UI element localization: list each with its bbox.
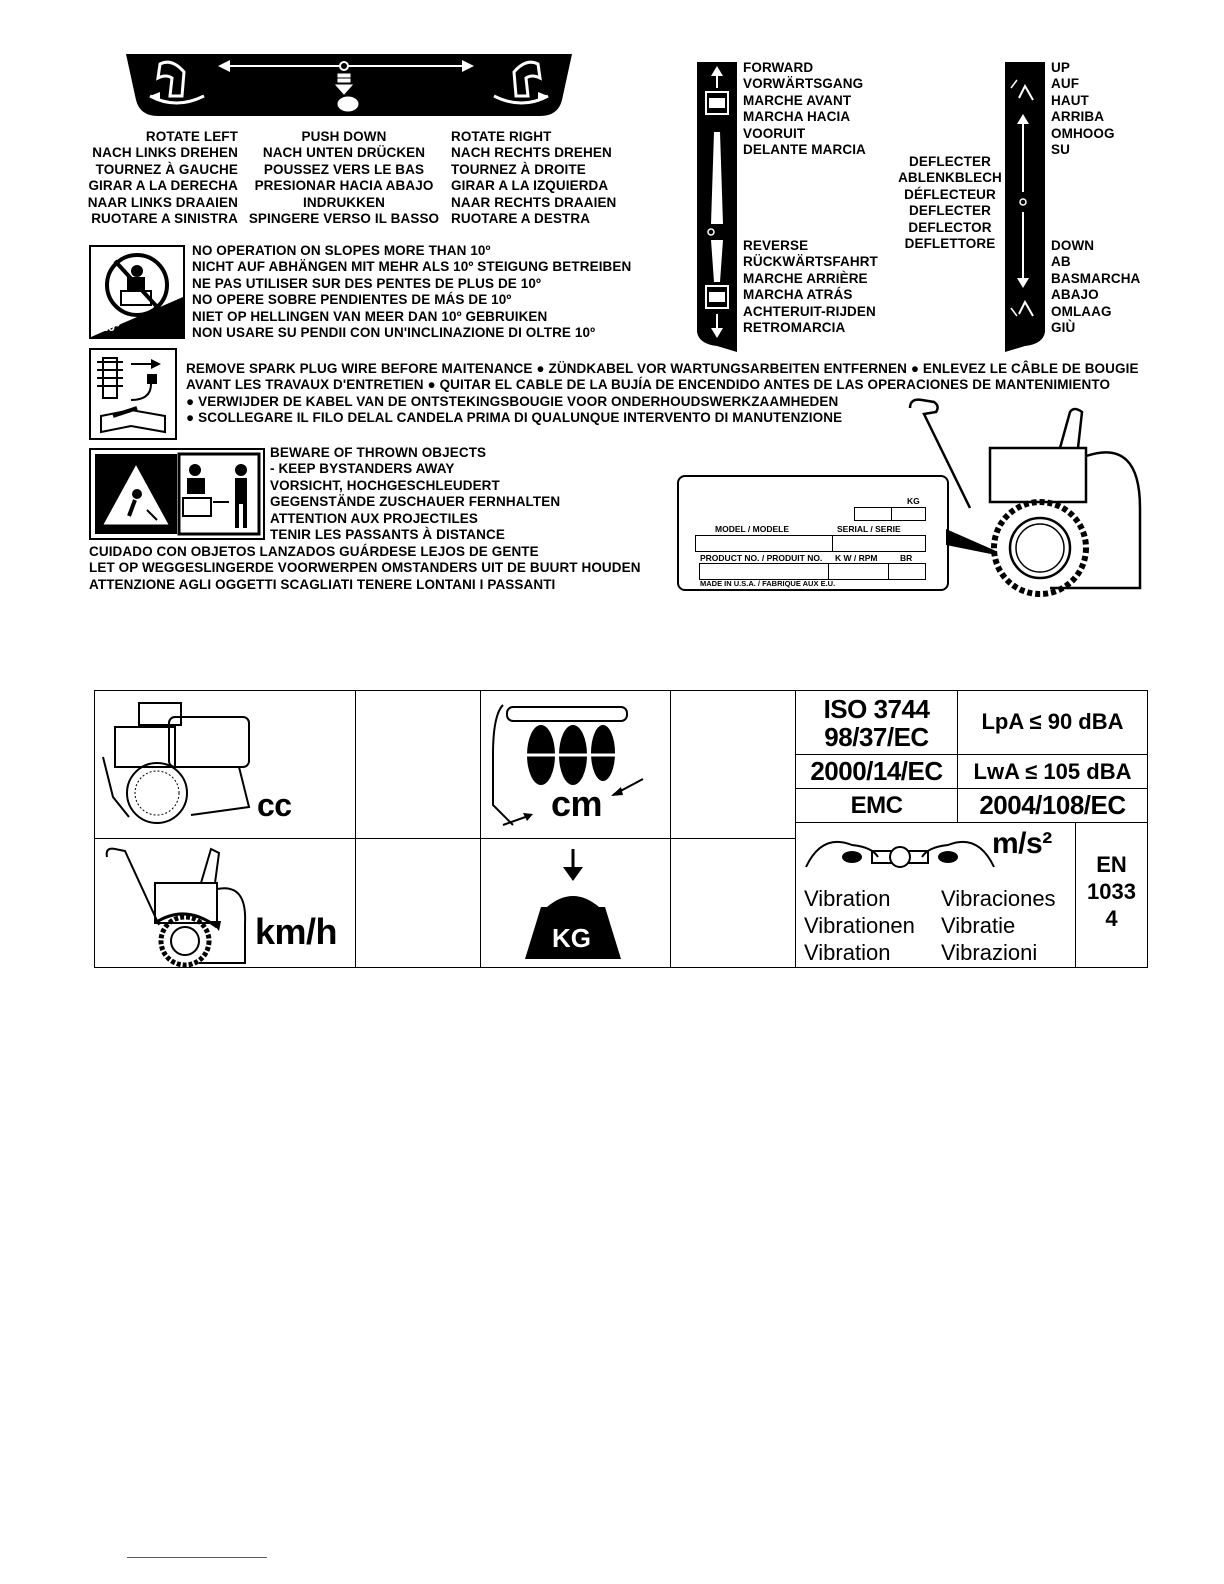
iso-standard: ISO 3744 <box>823 694 930 724</box>
chute-rotation-decal <box>122 52 576 118</box>
rotate-left-labels: ROTATE LEFT NACH LINKS DREHEN TOURNEZ À GAUCHE GIRAR A LA DERECHA NAAR LINKS DRAAIEN RUOTARE A SINISTRA <box>87 129 238 227</box>
auger-cell <box>481 691 671 839</box>
lpa-value: LpA ≤ 90 dBA <box>981 709 1124 734</box>
spec-table <box>94 690 1148 968</box>
reverse-labels: REVERSE RÜCKWÄRTSFAHRT MARCHE ARRIÈRE MARCHA ATRÁS ACHTERUIT-RIJDEN RETROMARCIA <box>743 238 878 336</box>
plate-product-box <box>699 563 926 580</box>
forward-labels: FORWARD VORWÄRTSGANG MARCHE AVANT MARCHA HACIA VOORUIT DELANTE MARCIA <box>743 60 866 158</box>
plate-model-serial-box <box>695 535 926 552</box>
thrown-objects-text-full: CUIDADO CON OBJETOS LANZADOS GUÁRDESE LEJOS DE GENTE LET OP WEGGESLINGERDE VOORWERPEN OMSTANDERS UIT DE BUURT HOUDEN ATTENZIONE AGLI OGGETTI SCAGLIATI TENERE LONTANI I PASSANTI <box>89 544 641 592</box>
vibration-area <box>796 823 1076 967</box>
engine-cell <box>95 691 356 839</box>
weight-value-cell <box>671 838 796 967</box>
deflector-labels: DEFLECTER ABLENKBLECH DÉFLECTEUR DEFLECTER DEFLECTOR DEFLETTORE <box>898 154 1002 252</box>
vibration-labels-right: Vibraciones Vibratie Vibrazioni <box>941 886 1056 965</box>
engine-cc-label: cc <box>257 787 292 823</box>
plate-br-label: BR <box>900 553 913 563</box>
vibration-labels-left: Vibration Vibrationen Vibration <box>804 886 915 965</box>
weight-cell <box>481 838 671 967</box>
plate-kw-label: K W / RPM <box>835 553 878 563</box>
plate-product-label: PRODUCT NO. / PRODUIT NO. <box>700 553 823 563</box>
machinery-directive: 98/37/EC <box>824 722 929 752</box>
en-standard: EN 1033 4 <box>1087 852 1136 931</box>
id-plate <box>677 475 949 591</box>
slope-angle-label: >10º <box>93 319 120 334</box>
emc-directive: 2004/108/EC <box>979 790 1126 820</box>
vibration-hands-icon <box>802 827 998 879</box>
plate-kg-box <box>854 507 926 521</box>
plate-pointer <box>944 525 1004 565</box>
spark-plug-warning-text: REMOVE SPARK PLUG WIRE BEFORE MAITENANCE ● ZÜNDKABEL VOR WARTUNGSARBEITEN ENTFERNEN ● ENLEVEZ LE CÂBLE DE BOUGIE AVANT LES TRAVAUX D'ENTRETIEN ● QUITAR EL CABLE DE LA BUJÍA DE ENCENDIDO ANTES DE LAS OPERACIONES DE MANTENIMIENTO ● VERWIJDER DE KABEL VAN DE ONTSTEKINGSBOUGIE VOOR ONDERHOUDSWERKZAAMHEDEN ● SCOLLEGARE IL FILO DELAL CANDELA PRIMA DI QUALUNQUE INTERVENTO DI MANUTENZIONE <box>186 361 1139 426</box>
speed-cell <box>95 838 356 967</box>
thrown-objects-icon <box>89 448 265 540</box>
plate-made-label: MADE IN U.S.A. / FABRIQUE AUX E.U. <box>700 579 836 588</box>
noise-directive: 2000/14/EC <box>810 756 943 786</box>
standards-cell <box>796 691 1148 968</box>
plate-kg-label: KG <box>907 496 920 506</box>
plate-serial-label: SERIAL / SERIE <box>837 524 901 534</box>
lwa-value: LwA ≤ 105 dBA <box>973 759 1132 784</box>
weight-kg-label: KG <box>552 922 591 953</box>
vibration-unit: m/s² <box>992 827 1052 860</box>
speed-snowblower-icon <box>99 843 249 967</box>
rotate-right-labels: ROTATE RIGHT NACH RECHTS DREHEN TOURNEZ À DROITE GIRAR A LA IZQUIERDA NAAR RECHTS DRAAIEN RUOTARE A DESTRA <box>451 129 617 227</box>
deflector-direction-decal <box>1005 62 1045 352</box>
plate-model-label: MODEL / MODELE <box>715 524 789 534</box>
deflector-up-labels: UP AUF HAUT ARRIBA OMHOOG SU <box>1051 60 1115 158</box>
deflector-down-labels: DOWN AB BASMARCHA ABAJO OMLAAG GIÙ <box>1051 238 1141 336</box>
push-down-labels: PUSH DOWN NACH UNTEN DRÜCKEN POUSSEZ VERS LE BAS PRESIONAR HACIA ABAJO INDRUKKEN SPINGERE VERSO IL BASSO <box>248 129 440 227</box>
speed-value-cell <box>356 838 481 967</box>
engine-value-cell <box>356 691 481 839</box>
slope-warning-text: NO OPERATION ON SLOPES MORE THAN 10º NICHT AUF ABHÄNGEN MIT MEHR ALS 10º STEIGUNG BETREIBEN NE PAS UTILISER SUR DES PENTES DE PLUS DE 10º NO OPERE SOBRE PENDIENTES DE MÁS DE 10º NIET OP HELLINGEN VAN MEER DAN 10º GEBRUIKEN NON USARE SU PENDII CON UN'INCLINAZIONE DI OLTRE 10º <box>192 243 632 341</box>
emc-label: EMC <box>850 792 903 819</box>
thrown-objects-text: BEWARE OF THROWN OBJECTS - KEEP BYSTANDERS AWAY VORSICHT, HOCHGESCHLEUDERT GEGENSTÄNDE ZUSCHAUER FERNHALTEN ATTENTION AUX PROJECTILES TENIR LES PASSANTS À DISTANCE <box>270 445 561 543</box>
auger-cm-label: cm <box>551 783 603 824</box>
footer-rule <box>127 1557 267 1558</box>
spark-plug-icon <box>89 348 177 440</box>
slope-warning-icon <box>89 245 185 339</box>
drive-direction-decal <box>697 62 737 352</box>
auger-value-cell <box>671 691 796 839</box>
speed-kmh-label: km/h <box>255 910 338 952</box>
engine-icon <box>99 697 257 827</box>
